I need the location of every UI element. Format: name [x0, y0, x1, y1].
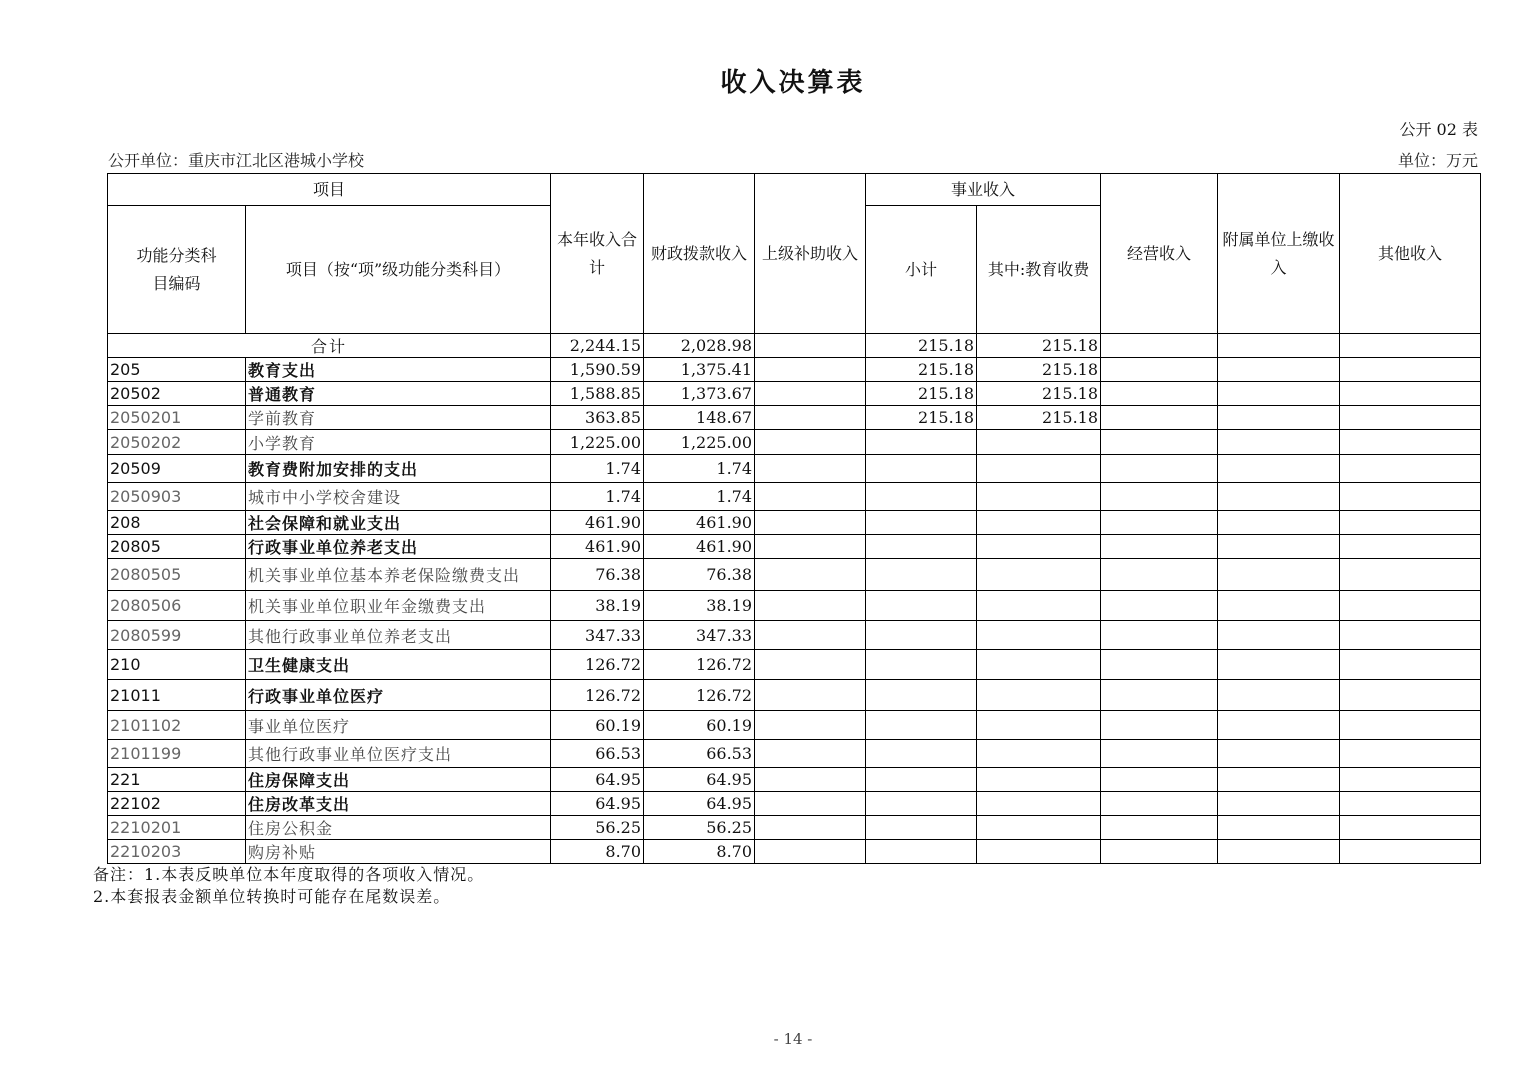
row-edu-fee [977, 792, 1101, 816]
row-affiliated [1218, 768, 1340, 792]
row-superior [755, 430, 866, 455]
row-code: 20502 [108, 382, 246, 406]
row-other [1340, 816, 1481, 840]
row-name: 住房改革支出 [246, 792, 551, 816]
row-edu-fee: 215.18 [977, 406, 1101, 430]
row-fiscal: 66.53 [644, 740, 755, 768]
header-affiliated: 附属单位上缴收入 [1218, 174, 1340, 334]
row-other [1340, 511, 1481, 535]
row-code: 20509 [108, 455, 246, 483]
row-total: 8.70 [551, 840, 644, 864]
row-code: 2101102 [108, 711, 246, 740]
row-subtotal [866, 816, 977, 840]
total-cell-other [1340, 334, 1481, 358]
row-other [1340, 358, 1481, 382]
row-operating [1101, 511, 1218, 535]
form-number: 公开 02 表 [1399, 120, 1478, 139]
row-fiscal: 347.33 [644, 621, 755, 650]
row-edu-fee [977, 559, 1101, 591]
row-superior [755, 511, 866, 535]
page-number: - 14 - [773, 1030, 813, 1048]
row-code: 221 [108, 768, 246, 792]
row-total: 60.19 [551, 711, 644, 740]
row-code: 21011 [108, 680, 246, 711]
row-name: 学前教育 [246, 406, 551, 430]
row-edu-fee [977, 483, 1101, 511]
row-superior [755, 768, 866, 792]
row-edu-fee [977, 430, 1101, 455]
row-affiliated [1218, 650, 1340, 680]
row-name: 行政事业单位养老支出 [246, 535, 551, 559]
row-subtotal [866, 430, 977, 455]
row-superior [755, 535, 866, 559]
row-total: 1,590.59 [551, 358, 644, 382]
row-other [1340, 455, 1481, 483]
row-subtotal [866, 650, 977, 680]
row-total: 126.72 [551, 680, 644, 711]
row-fiscal: 76.38 [644, 559, 755, 591]
row-superior [755, 591, 866, 621]
row-total: 461.90 [551, 511, 644, 535]
row-fiscal: 126.72 [644, 680, 755, 711]
row-code: 2050202 [108, 430, 246, 455]
row-affiliated [1218, 358, 1340, 382]
row-name: 行政事业单位医疗 [246, 680, 551, 711]
row-affiliated [1218, 382, 1340, 406]
row-edu-fee [977, 740, 1101, 768]
row-operating [1101, 792, 1218, 816]
row-operating [1101, 535, 1218, 559]
notes [93, 864, 484, 908]
row-other [1340, 740, 1481, 768]
row-subtotal [866, 559, 977, 591]
row-edu-fee [977, 621, 1101, 650]
table-row [108, 511, 1481, 535]
table-row [108, 358, 1481, 382]
row-subtotal [866, 591, 977, 621]
row-affiliated [1218, 621, 1340, 650]
total-cell-superior [755, 334, 866, 358]
row-subtotal [866, 535, 977, 559]
row-superior [755, 680, 866, 711]
row-code: 2210203 [108, 840, 246, 864]
header-project-name: 项目（按“项”级功能分类科目） [246, 206, 551, 334]
row-operating [1101, 840, 1218, 864]
row-superior [755, 816, 866, 840]
row-other [1340, 430, 1481, 455]
row-operating [1101, 406, 1218, 430]
row-code: 210 [108, 650, 246, 680]
table-header [108, 174, 1481, 334]
row-code: 2080599 [108, 621, 246, 650]
row-affiliated [1218, 511, 1340, 535]
reporting-unit: 公开单位：重庆市江北区港城小学校 [108, 151, 365, 170]
row-fiscal: 60.19 [644, 711, 755, 740]
row-fiscal: 1,375.41 [644, 358, 755, 382]
row-name: 小学教育 [246, 430, 551, 455]
row-edu-fee [977, 650, 1101, 680]
header-subtotal: 小计 [866, 206, 977, 334]
row-name: 教育费附加安排的支出 [246, 455, 551, 483]
table-row [108, 680, 1481, 711]
total-cell-fiscal: 2,028.98 [644, 334, 755, 358]
row-edu-fee: 215.18 [977, 358, 1101, 382]
row-affiliated [1218, 455, 1340, 483]
row-subtotal [866, 740, 977, 768]
row-edu-fee [977, 591, 1101, 621]
row-subtotal [866, 792, 977, 816]
header-edu-fee: 其中:教育收费 [977, 206, 1101, 334]
row-fiscal: 56.25 [644, 816, 755, 840]
row-fiscal: 64.95 [644, 768, 755, 792]
row-total: 76.38 [551, 559, 644, 591]
row-code: 2101199 [108, 740, 246, 768]
row-other [1340, 650, 1481, 680]
row-superior [755, 650, 866, 680]
row-fiscal: 126.72 [644, 650, 755, 680]
row-other [1340, 559, 1481, 591]
row-name: 其他行政事业单位养老支出 [246, 621, 551, 650]
row-subtotal [866, 711, 977, 740]
row-total: 38.19 [551, 591, 644, 621]
row-other [1340, 591, 1481, 621]
total-cell-affiliated [1218, 334, 1340, 358]
row-edu-fee [977, 535, 1101, 559]
row-total: 1,225.00 [551, 430, 644, 455]
table-row [108, 382, 1481, 406]
row-superior [755, 740, 866, 768]
row-operating [1101, 430, 1218, 455]
row-operating [1101, 816, 1218, 840]
row-operating [1101, 768, 1218, 792]
row-name: 事业单位医疗 [246, 711, 551, 740]
row-edu-fee: 215.18 [977, 382, 1101, 406]
table-row [108, 740, 1481, 768]
row-affiliated [1218, 840, 1340, 864]
header-fiscal: 财政拨款收入 [644, 174, 755, 334]
header-business-group: 事业收入 [866, 174, 1101, 206]
table-row [108, 711, 1481, 740]
total-cell-operating [1101, 334, 1218, 358]
row-code: 22102 [108, 792, 246, 816]
row-fiscal: 38.19 [644, 591, 755, 621]
row-operating [1101, 483, 1218, 511]
table-row [108, 792, 1481, 816]
row-name: 住房保障支出 [246, 768, 551, 792]
row-other [1340, 680, 1481, 711]
row-name: 社会保障和就业支出 [246, 511, 551, 535]
page-title: 收入决算表 [720, 68, 866, 98]
row-edu-fee [977, 711, 1101, 740]
row-superior [755, 792, 866, 816]
row-affiliated [1218, 680, 1340, 711]
table-row [108, 591, 1481, 621]
row-operating [1101, 591, 1218, 621]
row-total: 56.25 [551, 816, 644, 840]
row-affiliated [1218, 591, 1340, 621]
table-row [108, 621, 1481, 650]
row-superior [755, 711, 866, 740]
row-fiscal: 1.74 [644, 455, 755, 483]
total-cell-subtotal: 215.18 [866, 334, 977, 358]
row-superior [755, 621, 866, 650]
header-project-group: 项目 [108, 174, 551, 206]
row-other [1340, 792, 1481, 816]
row-other [1340, 768, 1481, 792]
table-row [108, 535, 1481, 559]
total-cell-total: 2,244.15 [551, 334, 644, 358]
row-operating [1101, 358, 1218, 382]
table-row [108, 406, 1481, 430]
row-other [1340, 621, 1481, 650]
row-subtotal [866, 840, 977, 864]
row-total: 1.74 [551, 455, 644, 483]
row-code: 2050201 [108, 406, 246, 430]
row-total: 64.95 [551, 768, 644, 792]
table-row [108, 430, 1481, 455]
row-fiscal: 1.74 [644, 483, 755, 511]
row-total: 1,588.85 [551, 382, 644, 406]
row-total: 363.85 [551, 406, 644, 430]
row-code: 2080505 [108, 559, 246, 591]
row-name: 普通教育 [246, 382, 551, 406]
row-name: 住房公积金 [246, 816, 551, 840]
row-code: 2210201 [108, 816, 246, 840]
row-other [1340, 406, 1481, 430]
row-fiscal: 461.90 [644, 511, 755, 535]
row-name: 城市中小学校舍建设 [246, 483, 551, 511]
row-total: 1.74 [551, 483, 644, 511]
row-affiliated [1218, 430, 1340, 455]
row-operating [1101, 740, 1218, 768]
row-subtotal [866, 511, 977, 535]
row-edu-fee [977, 511, 1101, 535]
header-total: 本年收入合计 [551, 174, 644, 334]
row-total: 461.90 [551, 535, 644, 559]
row-subtotal: 215.18 [866, 358, 977, 382]
row-name: 机关事业单位基本养老保险缴费支出 [246, 559, 551, 591]
row-other [1340, 840, 1481, 864]
row-superior [755, 559, 866, 591]
note-line-2: 2.本套报表金额单位转换时可能存在尾数误差。 [93, 887, 451, 906]
row-fiscal: 461.90 [644, 535, 755, 559]
row-code: 2050903 [108, 483, 246, 511]
row-fiscal: 1,373.67 [644, 382, 755, 406]
row-superior [755, 382, 866, 406]
row-fiscal: 64.95 [644, 792, 755, 816]
row-superior [755, 358, 866, 382]
row-other [1340, 711, 1481, 740]
row-subtotal [866, 483, 977, 511]
row-name: 购房补贴 [246, 840, 551, 864]
row-affiliated [1218, 711, 1340, 740]
row-edu-fee [977, 455, 1101, 483]
row-superior [755, 840, 866, 864]
row-subtotal: 215.18 [866, 406, 977, 430]
row-edu-fee [977, 680, 1101, 711]
row-other [1340, 382, 1481, 406]
row-edu-fee [977, 840, 1101, 864]
row-fiscal: 148.67 [644, 406, 755, 430]
row-other [1340, 483, 1481, 511]
row-affiliated [1218, 740, 1340, 768]
row-edu-fee [977, 768, 1101, 792]
header-func-code: 功能分类科目编码 [108, 206, 246, 334]
row-operating [1101, 559, 1218, 591]
row-fiscal: 1,225.00 [644, 430, 755, 455]
header-superior: 上级补助收入 [755, 174, 866, 334]
row-code: 208 [108, 511, 246, 535]
row-code: 20805 [108, 535, 246, 559]
row-affiliated [1218, 406, 1340, 430]
row-affiliated [1218, 792, 1340, 816]
row-name: 卫生健康支出 [246, 650, 551, 680]
total-cell-edu-fee: 215.18 [977, 334, 1101, 358]
table-row [108, 840, 1481, 864]
row-name: 机关事业单位职业年金缴费支出 [246, 591, 551, 621]
row-total: 64.95 [551, 792, 644, 816]
row-total: 126.72 [551, 650, 644, 680]
total-label: 合计 [108, 334, 551, 358]
table-row [108, 483, 1481, 511]
row-operating [1101, 382, 1218, 406]
income-table [107, 173, 1481, 864]
row-other [1340, 535, 1481, 559]
header-operating: 经营收入 [1101, 174, 1218, 334]
row-subtotal [866, 680, 977, 711]
row-total: 347.33 [551, 621, 644, 650]
row-subtotal [866, 621, 977, 650]
row-superior [755, 483, 866, 511]
row-affiliated [1218, 535, 1340, 559]
row-subtotal: 215.18 [866, 382, 977, 406]
table-row [108, 455, 1481, 483]
currency-unit: 单位：万元 [1397, 151, 1478, 170]
row-name: 教育支出 [246, 358, 551, 382]
row-operating [1101, 455, 1218, 483]
row-affiliated [1218, 483, 1340, 511]
row-operating [1101, 711, 1218, 740]
row-operating [1101, 621, 1218, 650]
row-operating [1101, 680, 1218, 711]
row-affiliated [1218, 816, 1340, 840]
row-subtotal [866, 455, 977, 483]
table-row [108, 768, 1481, 792]
row-superior [755, 406, 866, 430]
table-row [108, 650, 1481, 680]
row-operating [1101, 650, 1218, 680]
note-line-1: 备注：1.本表反映单位本年度取得的各项收入情况。 [93, 865, 485, 884]
row-affiliated [1218, 559, 1340, 591]
header-other: 其他收入 [1340, 174, 1481, 334]
row-subtotal [866, 768, 977, 792]
table-row [108, 559, 1481, 591]
row-name: 其他行政事业单位医疗支出 [246, 740, 551, 768]
row-fiscal: 8.70 [644, 840, 755, 864]
row-superior [755, 455, 866, 483]
row-code: 205 [108, 358, 246, 382]
row-code: 2080506 [108, 591, 246, 621]
table-body [108, 334, 1481, 864]
table-row [108, 816, 1481, 840]
row-edu-fee [977, 816, 1101, 840]
row-total: 66.53 [551, 740, 644, 768]
total-row [108, 334, 1481, 358]
